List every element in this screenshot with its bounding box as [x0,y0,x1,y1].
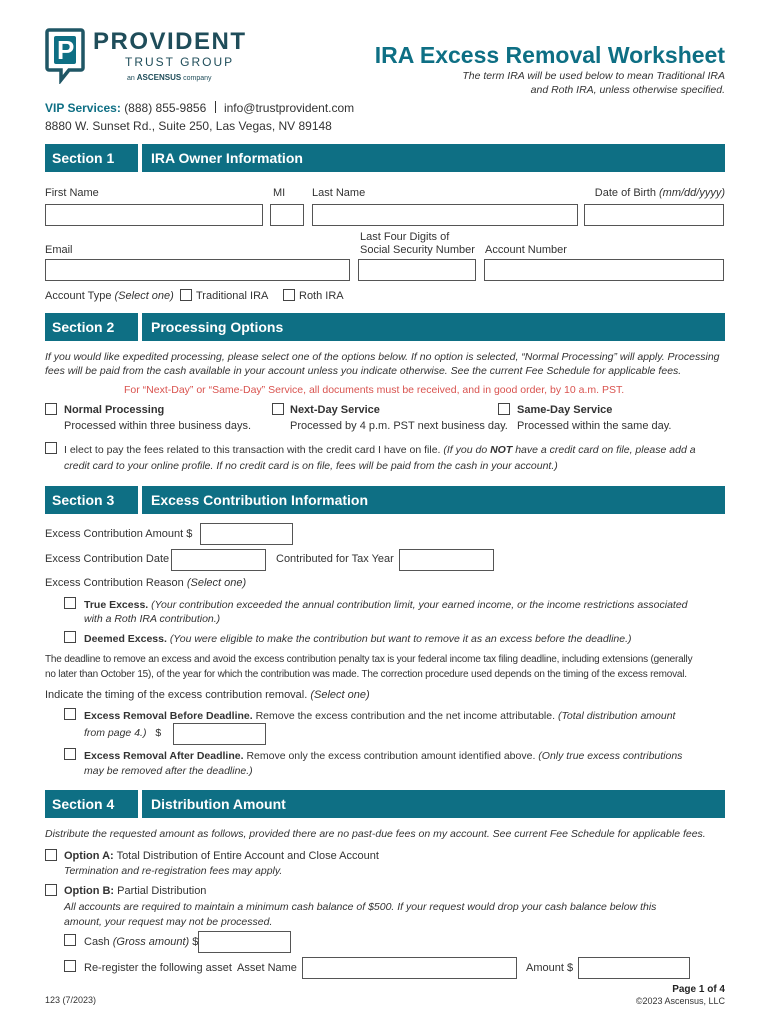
tax-year-field[interactable] [399,549,494,571]
removal-after-text-1: Excess Removal After Deadline. Remove only the excess contribution amount identified above. (Only true excess contributions [84,750,683,762]
credit-card-checkbox[interactable] [45,442,57,454]
logo-company-prefix: an [127,75,135,82]
roth-ira-label: Roth IRA [299,290,344,302]
traditional-ira-label: Traditional IRA [196,290,269,302]
deemed-excess-text: Deemed Excess. (You were eligible to make the contribution but want to remove it as an excess before the deadline.) [84,633,632,645]
removal-after-text-2: may be removed after the deadline.) [84,765,253,777]
mi-field[interactable] [270,204,304,226]
vip-phone: (888) 855-9856 [124,101,207,115]
first-name-field[interactable] [45,204,263,226]
asset-name-field[interactable] [302,957,517,979]
deemed-excess-checkbox[interactable] [64,631,76,643]
section-4-title: Distribution Amount [151,796,286,812]
section-3-header [45,486,725,514]
processing-notice: For “Next-Day” or “Same-Day” Service, all documents must be received, and in good order, by 10 a.m. PST. [124,384,625,396]
removal-before-text-1: Excess Removal Before Deadline. Remove the excess contribution and the net income attributable. (Total distribution amount [84,710,676,722]
cash-checkbox[interactable] [64,934,76,946]
logo [45,28,275,86]
cash-label: Cash (Gross amount) $ [84,936,199,948]
true-excess-text-1: True Excess. (Your contribution exceeded the annual contribution limit, your earned income, or the income restrictions associated [84,599,688,611]
timing-label: Indicate the timing of the excess contribution removal. (Select one) [45,689,370,701]
section-3-title: Excess Contribution Information [151,492,369,508]
page-title: IRA Excess Removal Worksheet [374,42,725,68]
ssn-field[interactable] [358,259,476,281]
ssn-label-1: Last Four Digits of [360,231,450,243]
last-name-label: Last Name [312,187,366,199]
excess-date-field[interactable] [171,549,266,571]
logo-brand: PROVIDENT [93,28,247,55]
header-note-1: The term IRA will be used below to mean Traditional IRA [462,70,725,82]
section-2-title: Processing Options [151,319,284,335]
section-2-number: Section 2 [45,313,142,341]
removal-before-deadline-checkbox[interactable] [64,708,76,720]
next-day-checkbox[interactable] [272,403,284,415]
section-2-header [45,313,725,341]
reregister-label: Re-register the following asset [84,962,232,974]
section-4-number: Section 4 [45,790,142,818]
option-b-note-2: amount, your request may not be processed. [64,916,273,928]
section-1-header [45,144,725,172]
processing-intro-2: fees will be paid from the cash available in your account unless you indicate otherwise. See the current Fee Schedule for applicable fees. [45,365,682,377]
option-b-text: Option B: Partial Distribution [64,885,207,897]
distribution-intro: Distribute the requested amount as follows, provided there are no past-due fees on my account. See current Fee Schedule for applicable fees. [45,828,706,840]
logo-mark-letter: P [57,35,75,65]
excess-amount-field[interactable] [200,523,293,545]
section-4-header [45,790,725,818]
option-a-note: Termination and re-registration fees may apply. [64,865,283,877]
same-day-checkbox[interactable] [498,403,510,415]
normal-processing-label: Normal Processing [64,404,165,416]
next-day-label: Next-Day Service [290,404,380,416]
mi-label: MI [273,187,286,199]
vip-label: VIP Services: [45,101,121,115]
deadline-text-2: no later than October 15), of the year for which the contribution was made. The correction procedure used depends on the timing of the excess removal. [45,669,687,680]
tax-year-label: Contributed for Tax Year [276,553,394,565]
next-day-desc: Processed by 4 p.m. PST next business day. [290,420,508,432]
last-name-field[interactable] [312,204,578,226]
excess-amount-label: Excess Contribution Amount $ [45,528,193,540]
account-type-label: Account Type (Select one) [45,290,174,302]
option-a-checkbox[interactable] [45,849,57,861]
section-1-number: Section 1 [45,144,142,172]
email-label: Email [45,244,73,256]
address: 8880 W. Sunset Rd., Suite 250, Las Vegas, NV 89148 [45,119,332,133]
logo-company-suffix: company [183,75,212,82]
excess-date-label: Excess Contribution Date [45,553,170,565]
removal-after-deadline-checkbox[interactable] [64,748,76,760]
cash-amount-field[interactable] [198,931,291,953]
asset-amount-field[interactable] [578,957,690,979]
form-code: 123 (7/2023) [45,995,97,1005]
section-3-number: Section 3 [45,486,142,514]
removal-before-text-2: from page 4.) $ [84,727,162,739]
reregister-checkbox[interactable] [64,960,76,972]
dob-label: Date of Birth (mm/dd/yyyy) [594,187,725,199]
account-number-field[interactable] [484,259,724,281]
true-excess-checkbox[interactable] [64,597,76,609]
same-day-desc: Processed within the same day. [517,420,672,432]
ssn-label-2: Social Security Number [360,244,475,256]
excess-reason-label: Excess Contribution Reason (Select one) [45,577,247,589]
section-1-title: IRA Owner Information [151,150,303,166]
first-name-label: First Name [45,187,99,199]
option-b-checkbox[interactable] [45,884,57,896]
traditional-ira-checkbox[interactable] [180,289,192,301]
same-day-label: Same-Day Service [517,404,613,416]
account-number-label: Account Number [485,244,567,256]
normal-processing-desc: Processed within three business days. [64,420,252,432]
logo-sub: TRUST GROUP [125,55,235,69]
dob-field[interactable] [584,204,724,226]
asset-amount-label: Amount $ [526,962,574,974]
removal-before-amount-field[interactable] [173,723,266,745]
normal-processing-checkbox[interactable] [45,403,57,415]
true-excess-text-2: with a Roth IRA contribution.) [84,613,221,625]
vip-email[interactable]: info@trustprovident.com [223,101,355,115]
header-note-2: and Roth IRA, unless otherwise specified. [530,84,725,96]
email-field[interactable] [45,259,350,281]
processing-intro-1: If you would like expedited processing, please select one of the options below. If no option is selected, “Normal Processing” will apply. Processing [45,351,720,363]
option-b-note-1: All accounts are required to maintain a minimum cash balance of $500. If your request would drop your cash balance below this [64,901,657,913]
credit-card-text-2: credit card to your online profile. If no credit card is on file, fees will be paid from the cash in your account.) [64,460,558,472]
credit-card-text-1: I elect to pay the fees related to this transaction with the credit card I have on file. (If you do NOT have a credit card on file, please add a [64,444,696,456]
page-number: Page 1 of 4 [672,984,725,995]
deadline-text-1: The deadline to remove an excess and avoid the excess contribution penalty tax is your federal income tax filing deadline, including extensions (generally [45,654,693,665]
option-a-text: Option A: Total Distribution of Entire Account and Close Account [64,850,379,862]
roth-ira-checkbox[interactable] [283,289,295,301]
asset-name-label: Asset Name [237,962,297,974]
copyright: ©2023 Ascensus, LLC [635,996,725,1006]
logo-company-name: ASCENSUS [136,73,182,82]
